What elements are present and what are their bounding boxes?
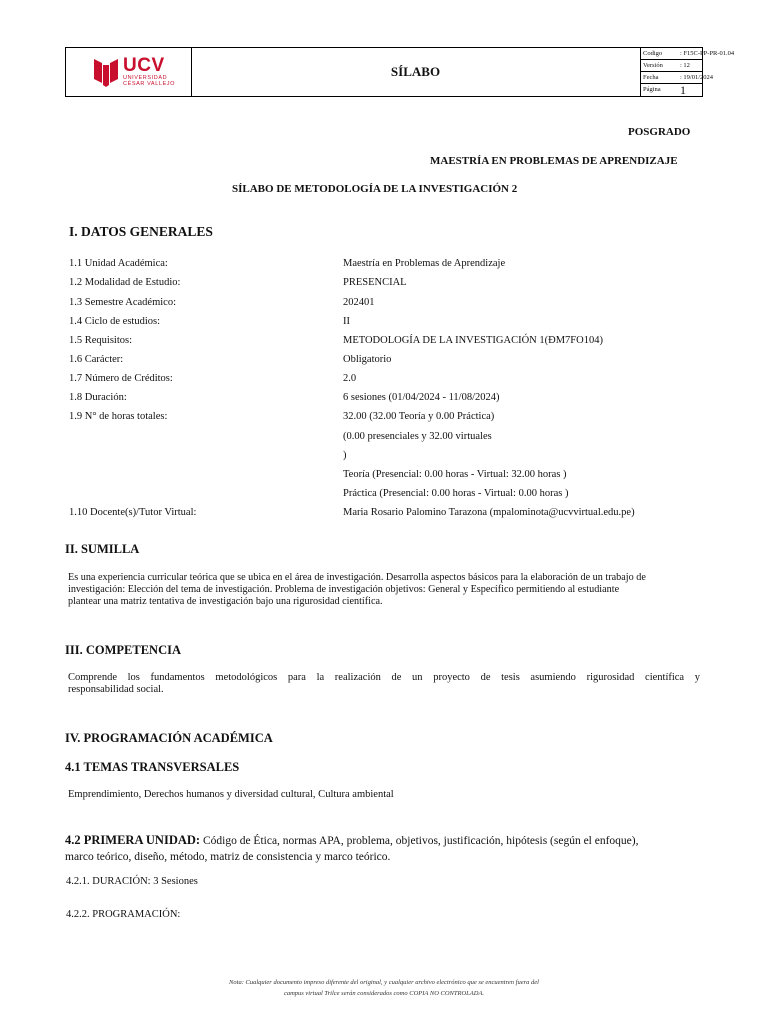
field-value: Práctica (Presencial: 0.00 horas - Virtual: 0.00 horas )	[343, 488, 569, 499]
logo-brand: UCV	[123, 55, 165, 76]
unit-programming: 4.2.2. PROGRAMACIÓN:	[66, 909, 181, 920]
field-value: Maria Rosario Palomino Tarazona (mpalominota@ucvvirtual.edu.pe)	[343, 507, 635, 518]
meta-row	[640, 60, 702, 72]
field-label: 1.10 Docente(s)/Tutor Virtual:	[69, 507, 197, 518]
field-value: 2.0	[343, 373, 357, 384]
logo-cell	[66, 48, 192, 96]
competencia-text	[68, 672, 700, 696]
sumilla-line: Es una experiencia curricular teórica que se ubica en el área de investigación. Desarrolla aspectos básicos para la elaboración de un trabajo de	[68, 572, 646, 583]
ucv-shield-icon	[92, 57, 120, 87]
competencia-line: Comprende los fundamentos metodológicos para la realización de un proyecto de tesis asumiendo rigurosidad científica y	[68, 672, 700, 683]
section-1-title: I. DATOS GENERALES	[69, 224, 213, 239]
field-value: PRESENCIAL	[343, 277, 407, 288]
syllabus-title: SÍLABO DE METODOLOGÍA DE LA INVESTIGACIÓN 2	[232, 183, 518, 195]
posgrado-label: POSGRADO	[628, 126, 691, 138]
field-label: 1.7 Número de Créditos:	[69, 373, 173, 384]
field-value: Teoría (Presencial: 0.00 horas - Virtual: 32.00 horas )	[343, 469, 567, 480]
meta-label: Página	[643, 86, 661, 93]
meta-label: Codigo	[643, 50, 663, 57]
field-value: Maestría en Problemas de Aprendizaje	[343, 258, 506, 269]
program-name: MAESTRÍA EN PROBLEMAS DE APRENDIZAJE	[430, 155, 678, 167]
meta-value: : F15C-PP-PR-01.04	[680, 50, 735, 57]
sumilla-line: plantear una matriz tentativa de investigación bajo una rigurosidad científica.	[68, 596, 383, 607]
first-unit	[65, 832, 705, 865]
header-title: SÍLABO	[191, 48, 641, 96]
field-label: 1.9 N° de horas totales:	[69, 411, 168, 422]
field-label: 1.4 Ciclo de estudios:	[69, 316, 160, 327]
field-label: 1.2 Modalidad de Estudio:	[69, 277, 181, 288]
unit-duration: 4.2.1. DURACIÓN: 3 Sesiones	[66, 876, 198, 887]
logo-line2: CÉSAR VALLEJO	[123, 81, 176, 87]
field-value: 202401	[343, 297, 375, 308]
page-number: 1	[680, 83, 686, 97]
field-label: 1.6 Carácter:	[69, 354, 124, 365]
field-value: 6 sesiones (01/04/2024 - 11/08/2024)	[343, 392, 500, 403]
meta-row	[640, 72, 714, 84]
meta-label: Fecha	[643, 74, 659, 81]
transversal-topics: Emprendimiento, Derechos humanos y diversidad cultural, Cultura ambiental	[68, 789, 394, 800]
sumilla-text	[68, 572, 702, 608]
document-header	[65, 47, 735, 97]
section-3-title: III. COMPETENCIA	[65, 643, 181, 657]
footer-note	[84, 977, 684, 999]
sumilla-line: investigación: Elección del tema de investigación. Problema de investigación objetivos: General y Específico permitiendo al estudiante	[68, 584, 620, 595]
field-value: METODOLOGÍA DE LA INVESTIGACIÓN 1(ÐM7FO104)	[343, 335, 603, 346]
competencia-line: responsabilidad social.	[68, 684, 164, 695]
first-unit-content-2: marco teórico, diseño, método, matriz de consistencia y marco teórico.	[65, 851, 391, 863]
meta-label: Versión	[643, 62, 663, 69]
field-label: 1.8 Duración:	[69, 392, 127, 403]
field-value: )	[343, 450, 347, 461]
field-value: II	[343, 316, 350, 327]
meta-value: : 19/01/2024	[680, 74, 714, 81]
field-value: (0.00 presenciales y 32.00 virtuales	[343, 431, 492, 442]
first-unit-content: Código de Ética, normas APA, problema, objetivos, justificación, hipótesis (según el enfoque),	[200, 835, 639, 847]
first-unit-title: 4.2 PRIMERA UNIDAD:	[65, 833, 201, 847]
field-label: 1.3 Semestre Académico:	[69, 297, 177, 308]
logo-line1: UNIVERSIDAD	[123, 75, 168, 81]
footer-line: campus virtual Trilce serán considerados como COPIA NO CONTROLADA.	[283, 990, 485, 997]
meta-cell	[640, 48, 735, 97]
field-label: 1.5 Requisitos:	[69, 335, 133, 346]
field-value: Obligatorio	[343, 354, 392, 365]
field-value: 32.00 (32.00 Teoría y 0.00 Práctica)	[343, 411, 495, 422]
footer-line: Nota: Cualquier documento impreso diferente del original, y cualquier archivo electrónico que se encuentren fuera del	[229, 979, 539, 986]
meta-value: : 12	[680, 62, 690, 69]
meta-row	[640, 84, 702, 96]
meta-row	[640, 48, 735, 60]
section-2-title: II. SUMILLA	[65, 542, 140, 556]
section-4-title: IV. PROGRAMACIÓN ACADÉMICA	[65, 731, 273, 745]
field-label: 1.1 Unidad Académica:	[69, 258, 168, 269]
subsection-4-1-title: 4.1 TEMAS TRANSVERSALES	[65, 760, 240, 774]
